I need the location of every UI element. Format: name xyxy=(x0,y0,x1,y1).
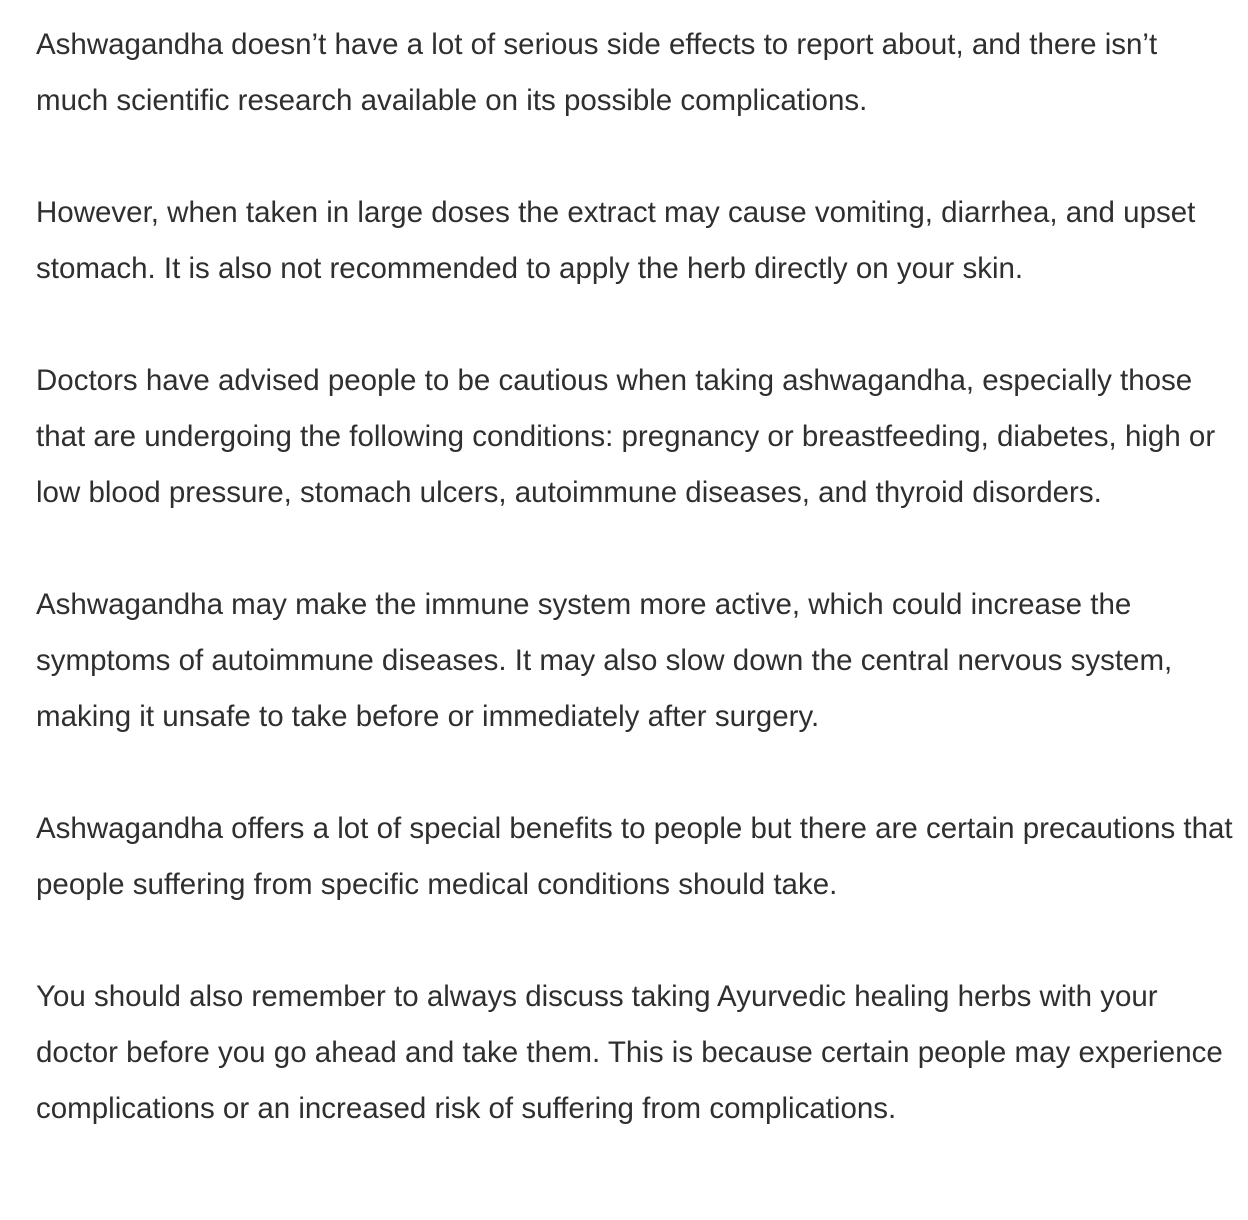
paragraph-side-effects: Ashwagandha doesn’t have a lot of serious side effects to report about, and there isn’t much scientific research available on its possible complications. xyxy=(36,28,1158,117)
paragraph-large-doses: However, when taken in large doses the extract may cause vomiting, diarrhea, and upset stomach. It is also not recommended to apply the herb directly on your skin. xyxy=(36,196,1196,285)
paragraph-immune-system: Ashwagandha may make the immune system more active, which could increase the symptoms of autoimmune diseases. It may also slow down the central nervous system, making it unsafe to take before or immediately after surgery. xyxy=(36,588,1173,733)
paragraph-precautions: Ashwagandha offers a lot of special benefits to people but there are certain precautions that people suffering from specific medical conditions should take. xyxy=(36,812,1233,901)
paragraph-consult-doctor: You should also remember to always discuss taking Ayurvedic healing herbs with your doctor before you go ahead and take them. This is because certain people may experience complications or an increased risk of suffering from complications. xyxy=(36,980,1223,1125)
paragraph-caution-conditions: Doctors have advised people to be cautious when taking ashwagandha, especially those that are undergoing the following conditions: pregnancy or breastfeeding, diabetes, high or low blood pressure, stomach ulcers, autoimmune diseases, and thyroid disorders. xyxy=(36,364,1216,509)
